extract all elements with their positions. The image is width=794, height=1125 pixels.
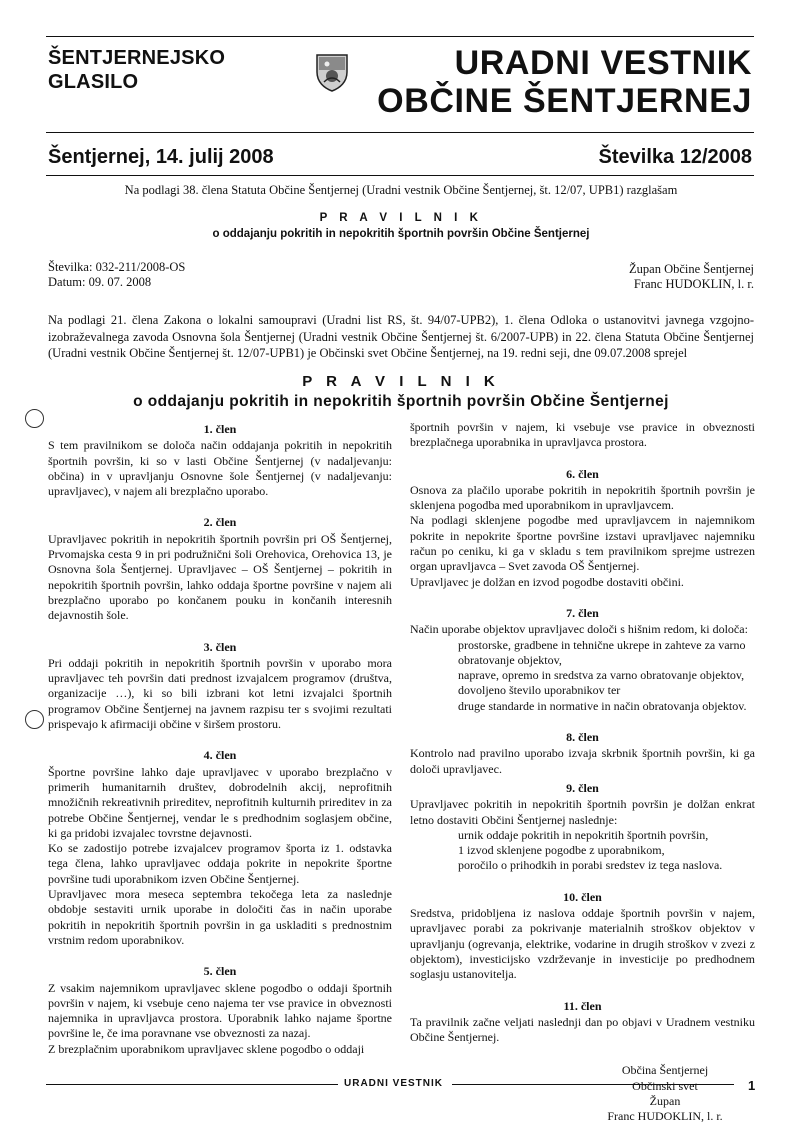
document-number: Številka: 032-211/2008-OS bbox=[48, 260, 186, 274]
article-paragraph: Kontrolo nad pravilno uporabo izvaja skrbnik športnih površin, ki ga določi upravljavec. bbox=[410, 746, 755, 776]
footer-rule-right bbox=[452, 1084, 734, 1085]
article-paragraph: S tem pravilnikom se določa način oddajanja pokritih in nepokritih športnih površin, ki so v lasti Občine Šentjernej (v nadaljevanju: občina) in v upravljanju Osnovne šole Šentjernej (v nadaljevanju: upravljavec), v najem ali brezplačno uporabo. bbox=[48, 438, 392, 499]
article-paragraph: Način uporabe objektov upravljavec določi s hišnim redom, ki določa: bbox=[410, 622, 748, 637]
article-heading: 9. člen bbox=[566, 780, 599, 795]
article-heading: 11. člen bbox=[563, 998, 602, 1013]
article-paragraph: Ta pravilnik začne veljati naslednji dan po objavi v Uradnem vestniku Občine Šentjernej. bbox=[410, 1014, 755, 1045]
right-column bbox=[410, 420, 755, 1125]
article-heading: 3. člen bbox=[203, 639, 237, 654]
article-paragraph: Upravljavec pokritih in nepokritih športnih površin je dolžan enkrat letno dostaviti Občini Šentjernej naslednje: bbox=[410, 797, 755, 827]
list-item: urnik oddaje pokritih in nepokritih športnih površin, bbox=[458, 827, 709, 842]
list-item: naprave, opremo in sredstva za varno obratovanje objektov, bbox=[458, 668, 745, 683]
left-column bbox=[48, 420, 392, 1057]
article-paragraph: Športne površine lahko daje upravljavec v uporabo brezplačno v primerih humanitarnih društev, dobrodelnih akcij, neprofitnih množičnih rekreativnih prireditev, neprofitnih kulturnih prireditev in za potrebe Občine Šentjernej, vendar le s predhodnim soglasjem občine, ki ga pridobi izvajalec tovrstne dejavnosti. bbox=[48, 764, 392, 840]
article-paragraph: Pri oddaji pokritih in nepokritih športnih površin v uporabo mora upravljavec teh površin dati prednost izvajalcem programov (društva, organizacije …), ki so bili izbrani kot letni izvajalci športnih programov Občine Šentjernej na javnem razpisu ter s svojimi rezultati prispevajo k afirmaciji občine v širšem prostoru. bbox=[48, 655, 392, 732]
document-date: Datum: 09. 07. 2008 bbox=[48, 275, 152, 289]
article-paragraph: Sredstva, pridobljena iz naslova oddaje športnih površin v najem, upravljavec porabi za pokrivanje materialnih stroškov objektov v upravljanju (ogrevanja, elektrike, vodarine in drugih stroškov v zvezi z objektom), investicijsko vzdrževanje in investicije po predhodnem soglasju ustanovitelja. bbox=[410, 906, 755, 982]
title-line-1: URADNI VESTNIK bbox=[454, 44, 752, 82]
article-heading: 2. člen bbox=[203, 515, 237, 530]
signature-line: Župan bbox=[649, 1093, 681, 1108]
article-paragraph: Na podlagi sklenjene pogodbe med upravljavcem in najemnikom pokrite in nepokrite športne površine izstavi upravljavec najemniku račun po ceniku, ki ga v skladu s tem pravilnikom sprejme ustrezen organ upravljavca – Svet zavoda OŠ Šentjernej. bbox=[410, 513, 755, 574]
brand-line-1: ŠENTJERNEJSKO bbox=[48, 47, 226, 69]
page-number: 1 bbox=[748, 1078, 756, 1093]
article-heading: 8. člen bbox=[566, 730, 599, 745]
document-subject-title: o oddajanju pokritih in nepokritih športnih površin Občine Šentjernej bbox=[133, 393, 669, 410]
document-reference bbox=[48, 260, 185, 290]
punch-hole-icon bbox=[25, 409, 44, 428]
issue-number: Številka 12/2008 bbox=[598, 146, 752, 168]
list-item: druge standarde in normative in način obratovanja objektov. bbox=[458, 698, 747, 713]
signature-line: Občina Šentjernej bbox=[621, 1063, 709, 1078]
mayor-name: Franc HUDOKLIN, l. r. bbox=[633, 277, 754, 291]
list-item: 1 izvod sklenjene pogodbe z uporabnikom, bbox=[458, 843, 665, 858]
issue-date: Šentjernej, 14. julij 2008 bbox=[48, 146, 274, 168]
footer-publication-label: URADNI VESTNIK bbox=[344, 1078, 444, 1089]
list-item: dovoljeno število uporabnikov ter bbox=[458, 683, 621, 698]
article-paragraph: Upravljavec je dolžan en izvod pogodbe dostaviti občini. bbox=[410, 574, 684, 589]
footer-rule-left bbox=[46, 1084, 338, 1085]
list-item: poročilo o prihodkih in porabi sredstev iz tega naslova. bbox=[458, 858, 723, 873]
brand-line-2: GLASILO bbox=[48, 71, 139, 93]
promulgation-intro: Na podlagi 38. člena Statuta Občine Šentjernej (Uradni vestnik Občine Šentjernej, št. 12/07, UPB1) razglašam bbox=[124, 183, 678, 197]
article-heading: 1. člen bbox=[203, 422, 237, 436]
publication-brand bbox=[48, 46, 225, 94]
article-heading: 5. člen bbox=[203, 964, 237, 979]
article-paragraph: Ko se zadostijo potrebe izvajalcev programov športa iz 1. odstavka tega člena, lahko upravljavec oddaja pokrite in nepokrite športne površine tudi uporabnikom izven Občine Šentjernej. bbox=[48, 841, 392, 886]
article-heading: 10. člen bbox=[563, 889, 602, 904]
municipal-crest-icon bbox=[314, 52, 350, 92]
legal-preamble: Na podlagi 21. člena Zakona o lokalni samoupravi (Uradni list RS, št. 94/07-UPB2), 1. člena Odloka o ustanovitvi javnega vzgojno-izobraževalnega zavoda Osnovna šola Šentjernej (Uradni vestnik Občine Šentjernej št. 6/2007-UPB) in 22. člena Statuta Občine Šentjernej (Uradni vestnik Občine Šentjernej št. 12/07-UPB1) je Občinski svet Občine Šentjernej, na 19. redni seji, dne 09.07.2008 sprejel bbox=[48, 313, 754, 360]
publication-title bbox=[377, 44, 752, 120]
article-heading: 6. člen bbox=[566, 466, 599, 481]
mayor-title: Župan Občine Šentjernej bbox=[629, 262, 754, 276]
council-signature-block bbox=[410, 1063, 755, 1124]
list-item: prostorske, gradbene in tehnične ukrepe in zahteve za varno obratovanje objektov, bbox=[458, 637, 746, 667]
article-heading: 4. člen bbox=[203, 748, 237, 763]
article-paragraph: Osnova za plačilo uporabe pokritih in nepokritih športnih površin je sklenjena pogodba med uporabnikom in upravljavcem. bbox=[410, 482, 755, 513]
signature-line: Občinski svet bbox=[632, 1078, 698, 1093]
article-paragraph: Upravljavec mora meseca septembra tekočega leta za naslednje obdobje sestaviti urnik uporabe in določiti čas in način uporabe pokritih in nepokritih športnih površin in ga uskladiti s prednostnim vrstnim redom uporabnikov. bbox=[48, 887, 392, 947]
punch-hole-icon bbox=[25, 710, 44, 729]
dateline-rule bbox=[46, 175, 754, 176]
header-document-kind: P R A V I L N I K bbox=[319, 212, 483, 224]
article-paragraph: Z brezplačnim uporabnikom upravljavec sklene pogodbo o oddaji bbox=[48, 1041, 365, 1056]
masthead-rule bbox=[46, 132, 754, 133]
signature-line: Franc HUDOKLIN, l. r. bbox=[607, 1109, 723, 1124]
article-paragraph: Z vsakim najemnikom upravljavec sklene pogodbo o oddaji športnih površin v najem, ki vsebuje ceno najema ter vse pravice in obveznosti najemnika in upravljavca prostora. Uporabnik lahko najame športne površine le, če ima poravnane vse obveznosti za nazaj. bbox=[48, 980, 392, 1041]
document-kind-title: P R A V I L N I K bbox=[302, 373, 500, 390]
mayor-signature-block bbox=[629, 262, 754, 292]
masthead-top-rule bbox=[46, 36, 754, 37]
title-line-2: OBČINE ŠENTJERNEJ bbox=[377, 82, 752, 120]
article-paragraph: Upravljavec pokritih in nepokritih športnih površin pri OŠ Šentjernej, Prvomajska cesta 9 in pri podružnični šoli Orehovica, Orehovica 13, je Osnovna šola Šentjernej. Upravljavec – OŠ Šentjernej – pokritih in nepokritih športnih površin, lahko oddaja športne površine v najem ali brezplačno uporabo po končanem pouku in končanih interesnih dejavnostih šole. bbox=[48, 531, 392, 623]
header-document-subject: o oddajanju pokritih in nepokritih športnih površin Občine Šentjernej bbox=[212, 228, 590, 240]
article-paragraph: športnih površin v najem, ki vsebuje vse pravice in obveznosti brezplačnega uporabnika in upravljavca prostora. bbox=[410, 420, 755, 450]
article-heading: 7. člen bbox=[566, 605, 599, 620]
